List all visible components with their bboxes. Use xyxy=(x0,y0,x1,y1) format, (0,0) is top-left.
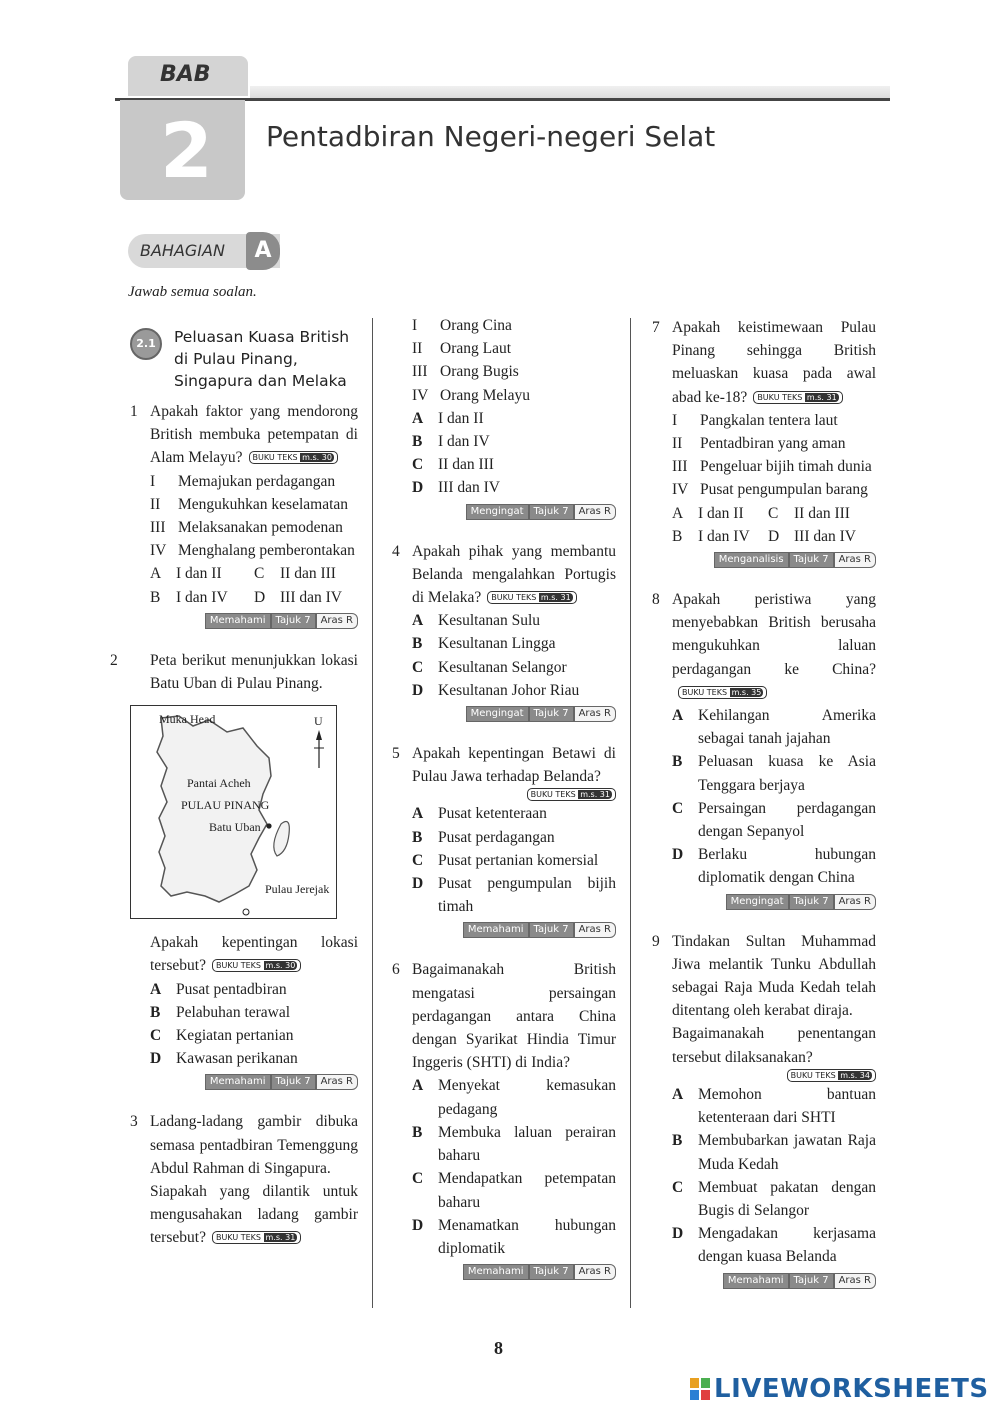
question-3 xyxy=(130,1110,358,1249)
question-number: 8 xyxy=(652,591,660,609)
topic-badge: 2.1 xyxy=(130,328,162,360)
map-label-pulau-pinang: PULAU PINANG xyxy=(181,798,270,813)
page-number: 8 xyxy=(494,1338,503,1358)
roman-item: IV Menghalang pemberontakan xyxy=(150,542,355,560)
answer-option-d[interactable]: D III dan IV xyxy=(254,588,342,606)
answer-option-a[interactable]: A Pusat ketenteraan xyxy=(412,805,547,823)
textbook-ref: BUKU TEKS m.s. 31 xyxy=(487,591,576,604)
answer-option-b[interactable]: B Peluasan kuasa ke Asia Tenggara berjaya xyxy=(672,753,876,794)
answer-option-c[interactable]: C II dan III xyxy=(768,504,850,522)
answer-option-c[interactable]: C II dan III xyxy=(412,456,494,474)
question-stem: Apakah faktor yang mendorong British membuka petempatan di Alam Melayu? xyxy=(150,403,358,467)
north-arrow-label: U xyxy=(314,714,323,729)
answer-option-c[interactable]: C Kegiatan pertanian xyxy=(150,1027,294,1045)
column-2 xyxy=(392,314,616,1300)
roman-item: II Orang Laut xyxy=(412,340,512,358)
question-stem: Apakah peristiwa yang menyebabkan British berusaha mengukuhkan laluan perdagangan ke China? xyxy=(672,591,876,678)
question-3-continued xyxy=(412,314,616,520)
topic-heading xyxy=(130,326,358,392)
answer-option-d[interactable]: D Kesultanan Johor Riau xyxy=(412,681,580,699)
question-tags: Menganalisis Tajuk 7 Aras R xyxy=(672,550,876,568)
answer-option-b[interactable]: B Membuka laluan perairan baharu xyxy=(412,1123,616,1165)
column-divider-2 xyxy=(630,318,631,1308)
question-number: 5 xyxy=(392,745,400,763)
answer-option-a[interactable]: A Kehilangan Amerika sebagai tanah jajahan xyxy=(672,707,876,748)
answer-option-b[interactable]: B I dan IV xyxy=(150,588,228,606)
roman-item: II Pentadbiran yang aman xyxy=(672,435,846,453)
answer-option-b[interactable]: B Membubarkan jawatan Raja Muda Kedah xyxy=(672,1132,876,1173)
answer-option-c[interactable]: C II dan III xyxy=(254,565,336,583)
question-4 xyxy=(392,540,616,722)
question-9 xyxy=(652,930,876,1289)
roman-item: III Orang Bugis xyxy=(412,363,519,381)
roman-item: I Orang Cina xyxy=(412,317,512,334)
topic-line: Peluasan Kuasa British xyxy=(174,328,350,346)
answer-option-d[interactable]: D Pusat pengumpulan bijih timah xyxy=(412,875,616,916)
chapter-title: Pentadbiran Negeri-negeri Selat xyxy=(266,120,716,153)
map-label-muka-head: Muka Head xyxy=(159,712,216,727)
roman-item: IV Orang Melayu xyxy=(412,386,530,404)
map-label-batu-uban: Batu Uban xyxy=(209,820,261,835)
answer-option-a[interactable]: A Memohon bantuan ketenteraan dari SHTI xyxy=(672,1085,876,1127)
question-5 xyxy=(392,742,616,938)
map-label-pantai-acheh: Pantai Acheh xyxy=(187,776,251,791)
answer-option-b[interactable]: B I dan IV xyxy=(412,433,490,451)
textbook-ref: BUKU TEKS m.s. 31 xyxy=(753,391,842,404)
topic-line: di Pulau Pinang, xyxy=(174,350,298,368)
answer-option-c[interactable]: C Mendapatkan petempatan baharu xyxy=(412,1170,616,1211)
answer-option-c[interactable]: C Persaingan perdagangan dengan Sepanyol xyxy=(672,799,876,841)
answer-option-d[interactable]: D Mengadakan kerjasama dengan kuasa Belanda xyxy=(672,1225,876,1266)
textbook-ref: BUKU TEKS m.s. 35 xyxy=(678,686,767,699)
section-tab xyxy=(128,234,280,268)
textbook-ref: BUKU TEKS m.s. 31 xyxy=(527,788,616,801)
question-tags: Memahami Tajuk 7 Aras R xyxy=(412,1262,616,1280)
topic-line: Singapura dan Melaka xyxy=(174,372,347,390)
answer-option-b[interactable]: B Pelabuhan terawal xyxy=(150,1003,291,1021)
liveworksheets-brand[interactable]: LIVEWORKSHEETS xyxy=(714,1374,989,1404)
question-number: 1 xyxy=(130,403,138,420)
answer-option-a[interactable]: A I dan II xyxy=(672,504,744,522)
question-tags: Mengingat Tajuk 7 Aras R xyxy=(412,704,616,722)
question-number: 9 xyxy=(652,932,660,950)
question-tags: Memahami Tajuk 7 Aras R xyxy=(150,611,358,629)
column-3 xyxy=(652,316,876,1309)
question-tags: Memahami Tajuk 7 Aras R xyxy=(150,1072,358,1090)
answer-option-a[interactable]: A I dan II xyxy=(412,409,484,427)
answer-option-d[interactable]: D III dan IV xyxy=(412,479,500,497)
question-tags: Mengingat Tajuk 7 Aras R xyxy=(412,502,616,520)
liveworksheets-logo-icon xyxy=(690,1378,710,1400)
answer-option-a[interactable]: A Pusat pentadbiran xyxy=(150,980,287,998)
question-6 xyxy=(392,958,616,1280)
answer-option-d[interactable]: D Berlaku hubungan diplomatik dengan China xyxy=(672,846,876,887)
question-tags: Memahami Tajuk 7 Aras R xyxy=(412,920,616,938)
question-tags: Mengingat Tajuk 7 Aras R xyxy=(672,892,876,910)
chapter-number-box xyxy=(120,100,245,200)
answer-option-c[interactable]: C Pusat pertanian komersial xyxy=(412,851,599,869)
instruction: Jawab semua soalan. xyxy=(128,284,257,300)
roman-item: IV Pusat pengumpulan barang xyxy=(672,481,868,499)
question-number: 2 xyxy=(110,651,118,669)
map-label-pulau-jerejak: Pulau Jerejak xyxy=(265,882,330,897)
question-number: 3 xyxy=(130,1113,138,1131)
textbook-ref: BUKU TEKS m.s. 30 xyxy=(212,959,301,972)
question-1 xyxy=(130,400,358,629)
question-stem: Apakah keistimewaan Pulau Pinang sehingga British meluaskan kuasa pada awal abad ke-18? xyxy=(672,319,876,406)
question-tags: Memahami Tajuk 7 Aras R xyxy=(672,1271,876,1289)
bab-label: BAB xyxy=(160,62,211,87)
question-stem: Ladang-ladang gambir dibuka semasa pentadbiran Temenggung Abdul Rahman di Singapura. xyxy=(150,1113,358,1177)
roman-item: I Memajukan perdagangan xyxy=(150,472,336,490)
column-1 xyxy=(110,326,358,1250)
answer-option-d[interactable]: D III dan IV xyxy=(768,527,856,545)
answer-option-a[interactable]: A Menyekat kemasukan pedagang xyxy=(412,1077,616,1118)
question-stem-2: Bagaimanakah penentangan tersebut dilaksanakan? xyxy=(672,1025,876,1066)
question-number: 4 xyxy=(392,542,400,560)
textbook-ref: BUKU TEKS m.s. 30 xyxy=(249,451,338,464)
penang-map xyxy=(130,705,337,919)
question-number: 7 xyxy=(652,319,660,336)
textbook-ref: BUKU TEKS m.s. 34 xyxy=(787,1069,876,1082)
question-stem: Apakah pihak yang membantu Belanda mengalahkan Portugis di Melaka? xyxy=(412,542,616,607)
question-stem-2: Siapakah yang dilantik untuk mengusahakan ladang gambir tersebut? xyxy=(150,1183,358,1247)
question-stem: Tindakan Sultan Muhammad Jiwa melantik Tunku Abdullah sebagai Raja Muda Kedah telah ditentang oleh kerabat diraja. xyxy=(672,932,876,1020)
column-divider-1 xyxy=(372,318,373,1308)
roman-item: II Mengukuhkan keselamatan xyxy=(150,495,349,513)
question-stem: Bagaimanakah British mengatasi persaingan perdagangan antara China dengan Syarikat Hindia Timur Inggeris (SHTI) di India? xyxy=(412,961,616,1072)
answer-option-b[interactable]: B Kesultanan Lingga xyxy=(412,635,556,653)
section-label: BAHAGIAN xyxy=(140,241,225,260)
section-letter: A xyxy=(246,232,280,270)
answer-option-b[interactable]: B Pusat perdagangan xyxy=(412,828,555,846)
question-stem: Peta berikut menunjukkan lokasi Batu Uban di Pulau Pinang. xyxy=(150,651,358,693)
question-stem: Apakah kepentingan Betawi di Pulau Jawa terhadap Belanda? xyxy=(412,745,616,786)
answer-option-a[interactable]: A I dan II xyxy=(150,565,222,583)
answer-option-d[interactable]: D Kawasan perikanan xyxy=(150,1050,298,1068)
roman-item: I Pangkalan tentera laut xyxy=(672,411,838,429)
roman-item: III Pengeluar bijih timah dunia xyxy=(672,458,872,476)
question-number: 6 xyxy=(392,961,400,979)
question-stem-2: Apakah kepentingan lokasi tersebut? xyxy=(150,934,358,975)
question-7 xyxy=(652,316,876,568)
question-2 xyxy=(110,649,358,1091)
answer-option-c[interactable]: C Kesultanan Selangor xyxy=(412,658,567,676)
answer-option-b[interactable]: B I dan IV xyxy=(672,527,750,545)
answer-option-a[interactable]: A Kesultanan Sulu xyxy=(412,612,541,630)
textbook-ref: BUKU TEKS m.s. 31 xyxy=(212,1231,301,1244)
roman-item: III Melaksanakan pemodenan xyxy=(150,519,343,537)
chapter-number: 2 xyxy=(160,106,213,195)
answer-option-d[interactable]: D Menamatkan hubungan diplomatik xyxy=(412,1216,616,1257)
question-8 xyxy=(652,588,876,910)
answer-option-c[interactable]: C Membuat pakatan dengan Bugis di Selangor xyxy=(672,1178,876,1219)
